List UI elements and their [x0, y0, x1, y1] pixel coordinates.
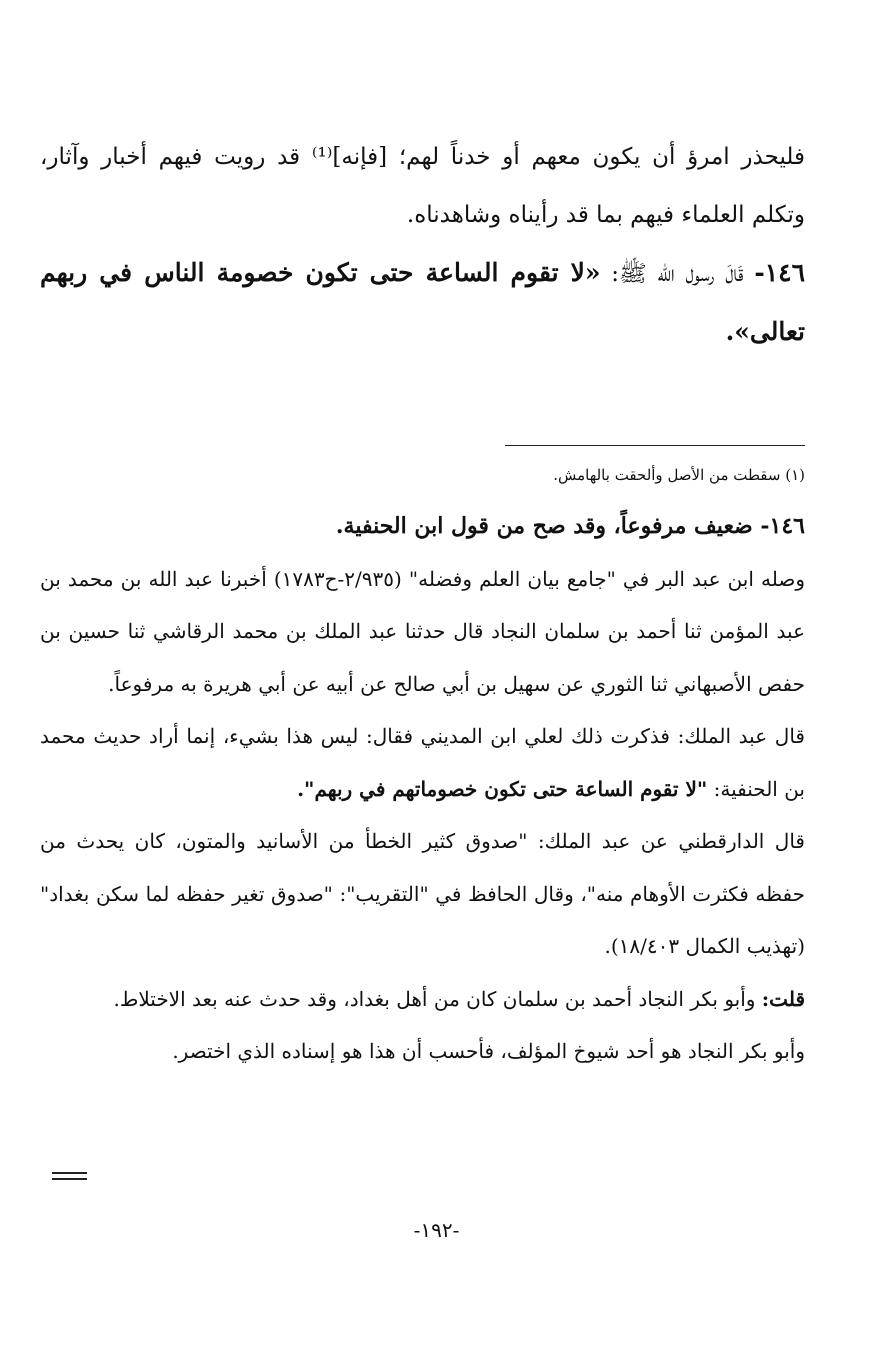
hadith-paragraph: [40, 244, 805, 362]
qultu-label: قلت:: [761, 986, 805, 1011]
hadith-text: «لا تقوم الساعة حتى تكون خصومة الناس في ربهم تعالى».: [40, 258, 805, 346]
hadith-lead: قَالَ رسول الله ﷺ:: [611, 261, 744, 287]
commentary: [40, 500, 805, 1078]
commentary-paragraph-5: وأبو بكر النجاد هو أحد شيوخ المؤلف، فأحسب أن هذا هو إسناده الذي اختصر.: [172, 1039, 805, 1063]
main-paragraph: فليحذر امرؤ أن يكون معهم أو خدناً لهم؛ [فإنه]⁽¹⁾ قد رويت فيهم أخبار وآثار، وتكلم العلماء فيهم بما قد رأيناه وشاهدناه.: [40, 144, 805, 228]
commentary-paragraph-2-start: قال عبد الملك: فذكرت ذلك لعلي ابن المديني فقال: ليس هذا بشيء، إنما أراد حديث محمد بن الحنفية:: [40, 724, 805, 801]
hadith-number: ١٤٦-: [754, 258, 806, 287]
footnote-separator: [505, 445, 805, 446]
commentary-paragraph-4-text: وأبو بكر النجاد أحمد بن سلمان كان من أهل بغداد، وقد حدث عنه بعد الاختلاط.: [113, 986, 756, 1011]
footnote: (١) سقطت من الأصل وألحقت بالهامش.: [553, 466, 805, 484]
commentary-paragraph-4: [40, 973, 805, 1026]
commentary-title: ١٤٦- ضعيف مرفوعاً، وقد صح من قول ابن الحنفية.: [335, 513, 805, 539]
commentary-paragraph-2-quote: "لا تقوم الساعة حتى تكون خصوماتهم في ربهم".: [297, 776, 708, 801]
page-number: -١٩٢-: [413, 1218, 460, 1242]
end-mark: [52, 1172, 87, 1180]
commentary-paragraph-1: وصله ابن عبد البر في "جامع بيان العلم وفضله" (٢/٩٣٥-ح١٧٨٣) أخبرنا عبد الله بن محمد بن عبد المؤمن ثنا أحمد بن سلمان النجاد قال حدثنا عبد الملك بن محمد الرقاشي ثنا حسين بن حفص الأصبهاني ثنا الثوري عن سهيل بن أبي صالح عن أبيه عن أبي هريرة به مرفوعاً.: [40, 566, 805, 696]
main-text: [40, 128, 805, 362]
commentary-paragraph-2: [40, 710, 805, 815]
commentary-paragraph-3: قال الدارقطني عن عبد الملك: "صدوق كثير الخطأ من الأسانيد والمتون، كان يحدث من حفظه فكثرت الأوهام منه"، وقال الحافظ في "التقريب": "صدوق تغير حفظه لما سكن بغداد" (تهذيب الكمال ١٨/٤٠٣).: [40, 829, 805, 958]
